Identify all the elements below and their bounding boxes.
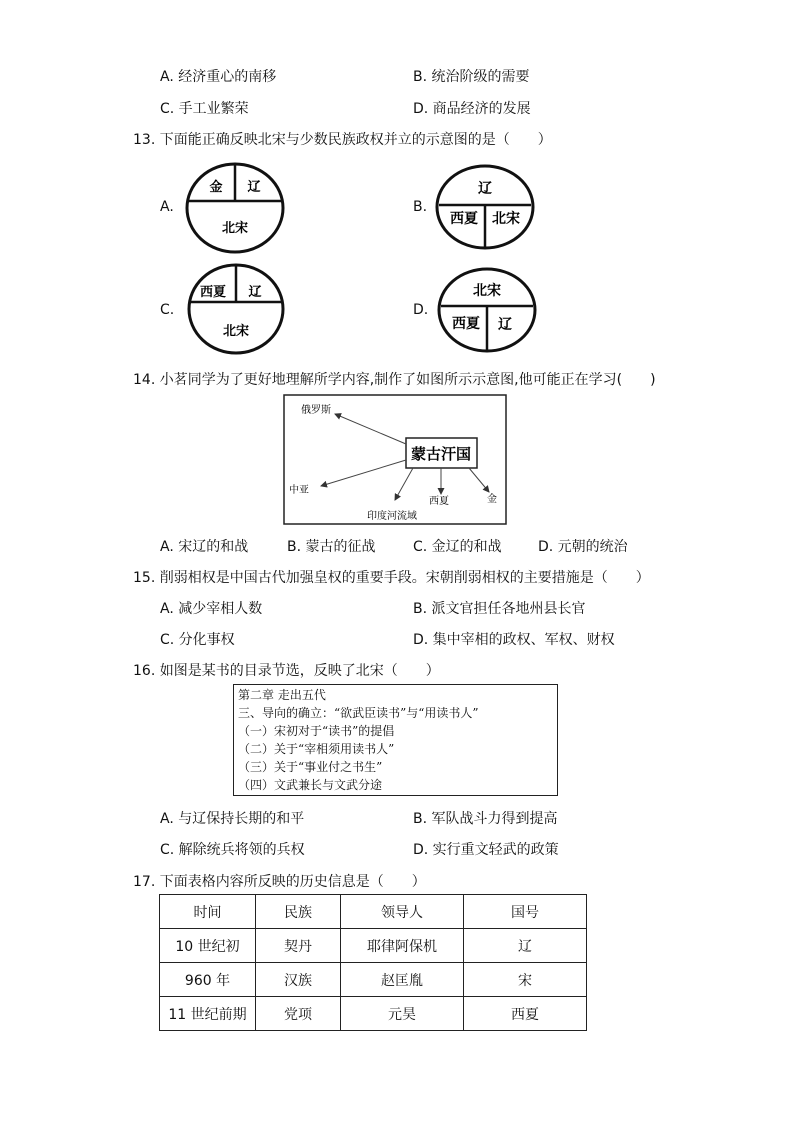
map-russia: 俄罗斯: [301, 405, 331, 416]
table-cell: 辽: [464, 929, 587, 963]
table-cell: 汉族: [256, 963, 341, 997]
q13-option-b-label[interactable]: B.: [413, 199, 428, 215]
q12-option-a[interactable]: A. 经济重心的南移: [160, 69, 277, 85]
col-header: 领导人: [341, 895, 464, 929]
table-cell: 元昊: [341, 997, 464, 1031]
q16-option-b[interactable]: B. 军队战斗力得到提高: [413, 811, 558, 827]
table-row: [160, 997, 587, 1031]
q12-option-c[interactable]: C. 手工业繁荣: [160, 101, 249, 117]
q13-a-tl: 金: [209, 180, 223, 195]
q16-option-a[interactable]: A. 与辽保持长期的和平: [160, 811, 305, 827]
table-header-row: [160, 895, 587, 929]
q16-option-d[interactable]: D. 实行重文轻武的政策: [413, 842, 559, 858]
q17-history-table: [159, 894, 587, 1031]
q13-option-c-label[interactable]: C.: [160, 302, 175, 318]
q14-option-b[interactable]: B. 蒙古的征战: [287, 539, 376, 555]
q15-option-c[interactable]: C. 分化事权: [160, 632, 235, 648]
col-header: 民族: [256, 895, 341, 929]
q13-c-bottom: 北宋: [222, 324, 250, 339]
q13-stem: 13. 下面能正确反映北宋与少数民族政权并立的示意图的是（ ）: [133, 132, 552, 148]
q15-option-b[interactable]: B. 派文官担任各地州县长官: [413, 601, 586, 617]
q14-mongol-map: [283, 394, 507, 525]
q13-diagram-a[interactable]: [184, 161, 286, 255]
table-cell: 960 年: [160, 963, 256, 997]
toc-line: （三）关于“事业付之书生”: [238, 760, 383, 774]
q13-a-bottom: 北宋: [221, 221, 249, 236]
q15-option-a[interactable]: A. 减少宰相人数: [160, 601, 263, 617]
map-center-label: 蒙古汗国: [410, 445, 472, 463]
q13-diagram-b[interactable]: [434, 163, 536, 251]
table-row: [160, 963, 587, 997]
q13-d-bl: 西夏: [452, 316, 480, 332]
q13-a-tr: 辽: [247, 180, 261, 195]
q13-option-a-label[interactable]: A.: [160, 199, 174, 215]
q13-d-top: 北宋: [473, 283, 501, 299]
table-cell: 10 世纪初: [160, 929, 256, 963]
q13-d-br: 辽: [498, 317, 512, 333]
q13-diagram-d[interactable]: [436, 266, 538, 354]
q13-c-tl: 西夏: [199, 285, 227, 300]
col-header: 时间: [160, 895, 256, 929]
q14-option-a[interactable]: A. 宋辽的和战: [160, 539, 249, 555]
toc-line: 第二章 走出五代: [238, 688, 326, 702]
q13-b-top: 辽: [478, 181, 492, 197]
q14-option-c[interactable]: C. 金辽的和战: [413, 539, 502, 555]
table-cell: 西夏: [464, 997, 587, 1031]
col-header: 国号: [464, 895, 587, 929]
q13-option-d-label[interactable]: D.: [413, 302, 429, 318]
q16-stem: 16. 如图是某书的目录节选，反映了北宋（ ）: [133, 663, 440, 679]
q12-option-d[interactable]: D. 商品经济的发展: [413, 101, 531, 117]
q13-b-bl: 西夏: [450, 211, 478, 227]
q17-stem: 17. 下面表格内容所反映的历史信息是（ ）: [133, 874, 426, 890]
table-cell: 宋: [464, 963, 587, 997]
q13-b-br: 北宋: [492, 211, 520, 227]
toc-line: （一）宋初对于“读书”的提倡: [238, 724, 395, 738]
q12-option-b[interactable]: B. 统治阶级的需要: [413, 69, 530, 85]
toc-line: 三、导向的确立：“欲武臣读书”与“用读书人”: [238, 706, 479, 720]
table-cell: 党项: [256, 997, 341, 1031]
q14-stem: 14. 小茗同学为了更好地理解所学内容,制作了如图所示示意图,他可能正在学习( ): [133, 372, 656, 388]
table-row: [160, 929, 587, 963]
toc-line: （四）文武兼长与文武分途: [238, 778, 383, 792]
q14-option-d[interactable]: D. 元朝的统治: [538, 539, 628, 555]
table-cell: 赵匡胤: [341, 963, 464, 997]
map-xixia: 西夏: [429, 496, 449, 507]
map-jin: 金: [487, 494, 497, 505]
q15-option-d[interactable]: D. 集中宰相的政权、军权、财权: [413, 632, 615, 648]
toc-line: （二）关于“宰相须用读书人”: [238, 742, 395, 756]
q13-c-tr: 辽: [248, 285, 262, 300]
table-cell: 耶律阿保机: [341, 929, 464, 963]
q16-book-toc: [233, 684, 558, 796]
q13-diagram-c[interactable]: [186, 262, 286, 356]
map-central-asia: 中亚: [289, 485, 309, 496]
q16-option-c[interactable]: C. 解除统兵将领的兵权: [160, 842, 305, 858]
table-cell: 契丹: [256, 929, 341, 963]
map-indus: 印度河流域: [367, 511, 417, 522]
q15-stem: 15. 削弱相权是中国古代加强皇权的重要手段。宋朝削弱相权的主要措施是（ ）: [133, 570, 650, 586]
table-cell: 11 世纪前期: [160, 997, 256, 1031]
